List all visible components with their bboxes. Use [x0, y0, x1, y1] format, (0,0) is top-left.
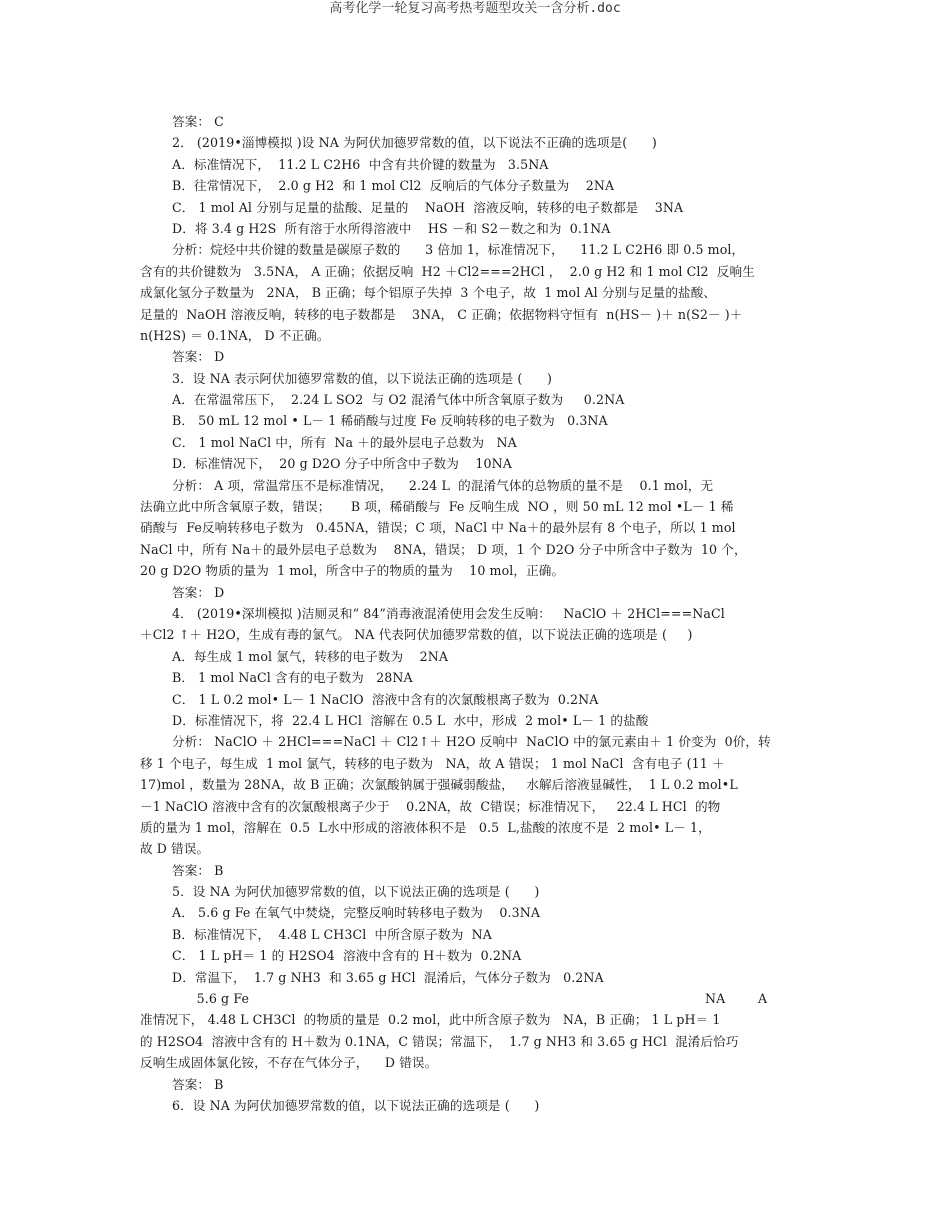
line-text: B． 1 mol NaCl 含有的电子数为 28NA [172, 670, 413, 686]
text-line [140, 154, 808, 175]
line-text: A． 5.6 g Fe 在氧气中焚烧，完整反响时转移电子数为 0.3NA [172, 905, 541, 921]
line-text: 6．设 NA 为阿伏加德罗常数的值，以下说法正确的选项是 ( ) [172, 1097, 540, 1113]
text-line [140, 389, 808, 410]
line-text: 答案： D [172, 584, 225, 600]
text-line [140, 838, 808, 859]
text-line [140, 624, 808, 645]
line-text: 答案： D [172, 349, 225, 365]
line-text: C． 1 L pH＝ 1 的 H2SO4 溶液中含有的 H＋数为 0.2NA [172, 948, 522, 964]
line-text: B．标准情况下， 4.48 L CH3Cl 中所含原子数为 NA [172, 926, 492, 942]
text-line [140, 988, 808, 1009]
line-text: 硝酸与 Fe反响转移电子数为 0.45NA，错误；C 项，NaCl 中 Na＋的最外层有 8 个电子，所以 1 mol [140, 520, 736, 536]
line-text: 20 g D2O 物质的量为 1 mol，所含中子的物质的量为 10 mol，正确。 [140, 563, 565, 579]
line-text: B．往常情况下， 2.0 g H2 和 1 mol Cl2 反响后的气体分子数量为 2NA [172, 178, 615, 194]
line-text: 分析： A 项，常温常压不是标准情况， 2.24 L 的混淆气体的总物质的量不是 0.1 mol，无 [172, 477, 714, 493]
text-line [140, 1009, 808, 1030]
text-line [140, 817, 808, 838]
text-line [140, 432, 808, 453]
line-text: 答案： C [172, 114, 224, 129]
line-fragment: NA [705, 991, 726, 1007]
text-line [140, 646, 808, 667]
line-text: 5.6 g Fe [172, 991, 250, 1007]
line-text: 答案： B [172, 862, 224, 878]
document-title: 高考化学一轮复习高考热考题型攻关一含分析.doc [329, 1, 621, 16]
line-text: D．标准情况下， 20 g D2O 分子中所含中子数为 10NA [172, 456, 512, 472]
text-line [140, 945, 808, 966]
line-text: 17)mol ，数量为 28NA，故 B 正确；次氯酸钠属于强碱弱酸盐， 水解后溶液显碱性， 1 L 0.2 mol•L [140, 777, 738, 793]
text-line [140, 689, 808, 710]
text-line [140, 410, 808, 431]
line-text: D．常温下， 1.7 g NH3 和 3.65 g HCl 混淆后，气体分子数为 0.2NA [172, 969, 604, 985]
text-line [140, 710, 808, 731]
text-line [140, 603, 808, 624]
text-line [140, 731, 808, 752]
line-text: 的 H2SO4 溶液中含有的 H＋数为 0.1NA，C 错误；常温下， 1.7 g NH3 和 3.65 g HCl 混淆后恰巧 [140, 1033, 739, 1049]
line-text: 移 1 个电子，每生成 1 mol 氯气，转移的电子数为 NA，故 A 错误； 1 mol NaCl 含有电子 (11 ＋ [140, 755, 725, 771]
text-line [140, 560, 808, 581]
text-line [140, 496, 808, 517]
line-text: ＋Cl2 ↑＋ H2O，生成有毒的氯气。 NA 代表阿伏加德罗常数的值，以下说法正确的选项是 ( ) [140, 627, 693, 643]
line-text: －1 NaClO 溶液中含有的次氯酸根离子少于 0.2NA，故 C错误；标准情况下， 22.4 L HCl 的物 [140, 798, 721, 814]
line-text: 质的量为 1 mol，溶解在 0.5 L水中形成的溶液体积不是 0.5 L,盐酸的浓度不是 2 mol• L－ 1， [140, 819, 711, 835]
line-text: 答案： B [172, 1076, 224, 1092]
text-line [140, 453, 808, 474]
line-text: n(H2S) ＝ 0.1NA， D 不正确。 [140, 327, 330, 343]
text-line [140, 1074, 808, 1095]
text-line [140, 325, 808, 346]
line-text: 2． (2019•淄博模拟 )设 NA 为阿伏加德罗常数的值，以下说法不正确的选项是( ) [172, 135, 657, 151]
line-text: 足量的 NaOH 溶液反响，转移的电子数都是 3NA， C 正确；依据物料守恒有 n(HS－ )＋ n(S2－ )＋ [140, 306, 743, 322]
line-text: 3．设 NA 表示阿伏加德罗常数的值，以下说法正确的选项是 ( ) [172, 370, 553, 386]
text-line [140, 239, 808, 260]
text-line [140, 197, 808, 218]
line-fragment: A [758, 991, 768, 1007]
line-text: B． 50 mL 12 mol • L－ 1 稀硝酸与过度 Fe 反响转移的电子数为 0.3NA [172, 413, 608, 429]
line-text: C． 1 mol Al 分别与足量的盐酸、足量的 NaOH 溶液反响，转移的电子数都是 3NA [172, 199, 684, 215]
text-line [140, 1031, 808, 1052]
text-line [140, 924, 808, 945]
text-line [140, 967, 808, 988]
text-line [140, 860, 808, 881]
text-line [140, 1095, 808, 1116]
line-text: NaCl 中，所有 Na＋的最外层电子总数为 8NA，错误； D 项，1 个 D2O 分子中所含中子数为 10 个， [140, 541, 747, 557]
text-line [140, 517, 808, 538]
text-line [140, 304, 808, 325]
text-line [140, 881, 808, 902]
text-line [140, 582, 808, 603]
text-line [140, 1052, 808, 1073]
line-text: 含有的共价键数为 3.5NA， A 正确；依据反响 H2 ＋Cl2===2HCl ， 2.0 g H2 和 1 mol Cl2 反响生 [140, 263, 755, 279]
text-line [140, 796, 808, 817]
text-line [140, 539, 808, 560]
line-text: 4． (2019•深圳模拟 )洁厕灵和“ 84”消毒液混淆使用会发生反响： NaClO ＋ 2HCl===NaCl [172, 605, 725, 621]
line-text: C． 1 mol NaCl 中，所有 Na ＋的最外层电子总数为 NA [172, 434, 517, 450]
line-text: 分析： NaClO ＋ 2HCl===NaCl ＋ Cl2↑＋ H2O 反响中 NaClO 中的氯元素由＋ 1 价变为 0价，转 [172, 734, 771, 750]
line-text: A．在常温常压下， 2.24 L SO2 与 O2 混淆气体中所含氧原子数为 0.2NA [172, 392, 625, 408]
text-line [140, 475, 808, 496]
text-line [140, 368, 808, 389]
line-text: 成氯化氢分子数量为 2NA， B 正确；每个铝原子失掉 3 个电子，故 1 mol Al 分别与足量的盐酸、 [140, 285, 717, 301]
line-text: D．标准情况下，将 22.4 L HCl 溶解在 0.5 L 水中，形成 2 mol• L－ 1 的盐酸 [172, 712, 649, 728]
text-line [140, 111, 808, 132]
text-line [140, 667, 808, 688]
text-line [140, 753, 808, 774]
line-text: 故 D 错误。 [140, 841, 210, 857]
line-text: 5．设 NA 为阿伏加德罗常数的值，以下说法正确的选项是 ( ) [172, 884, 540, 900]
line-text: 法确立此中所含氧原子数，错误； B 项，稀硝酸与 Fe 反响生成 NO ，则 50 mL 12 mol •L－ 1 稀 [140, 499, 734, 515]
line-text: 反响生成固体氯化铵，不存在气体分子， D 错误。 [140, 1055, 438, 1071]
text-line [140, 175, 808, 196]
line-text: A．标准情况下， 11.2 L C2H6 中含有共价键的数量为 3.5NA [172, 156, 549, 172]
line-text: 准情况下， 4.48 L CH3Cl 的物质的量是 0.2 mol，此中所含原子数为 NA，B 正确； 1 L pH＝ 1 [140, 1012, 721, 1028]
line-text: A．每生成 1 mol 氯气，转移的电子数为 2NA [172, 648, 449, 664]
text-line [140, 261, 808, 282]
text-line [140, 346, 808, 367]
line-text: 分析：烷烃中共价键的数量是碳原子数的 3 倍加 1，标准情况下， 11.2 L C2H6 即 0.5 mol， [172, 242, 745, 258]
line-text: D．将 3.4 g H2S 所有溶于水所得溶液中 HS －和 S2－数之和为 0.1NA [172, 220, 611, 236]
line-text: C． 1 L 0.2 mol• L－ 1 NaClO 溶液中含有的次氯酸根离子数为 0.2NA [172, 691, 599, 707]
text-line [140, 774, 808, 795]
text-line [140, 282, 808, 303]
text-line [140, 218, 808, 239]
text-line [140, 902, 808, 923]
document-body [140, 111, 808, 1116]
text-line [140, 132, 808, 153]
